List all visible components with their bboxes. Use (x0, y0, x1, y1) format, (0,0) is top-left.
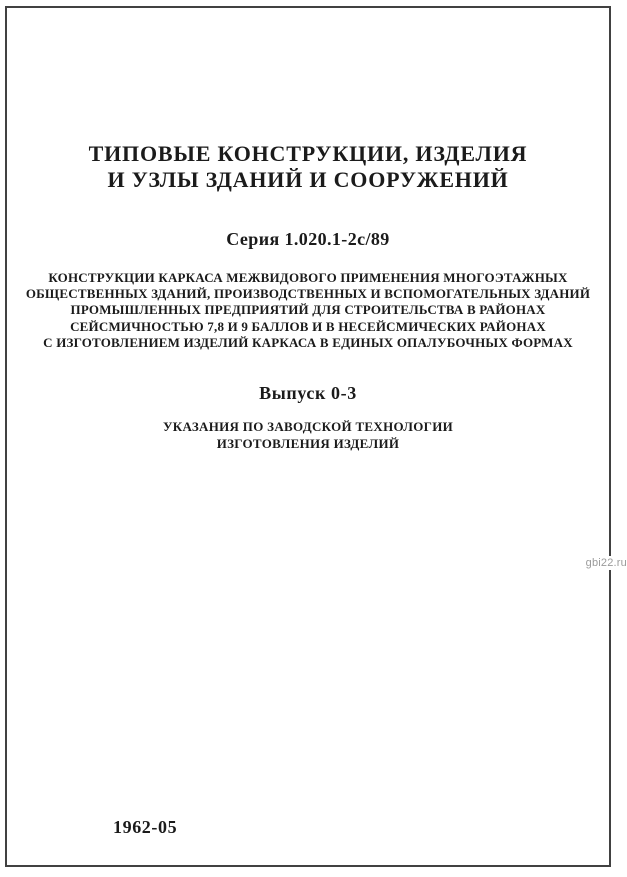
document-title (5, 141, 611, 193)
series-label: Серия 1.020.1-2с/89 (226, 229, 390, 249)
document-title-line-1: ТИПОВЫЕ КОНСТРУКЦИИ, ИЗДЕЛИЯ (88, 141, 528, 166)
document-number: 1962-05 (113, 817, 178, 837)
description-line-3: ПРОМЫШЛЕННЫХ ПРЕДПРИЯТИЙ ДЛЯ СТРОИТЕЛЬСТВА В РАЙОНАХ (70, 302, 546, 318)
subtitle-line-1: УКАЗАНИЯ ПО ЗАВОДСКОЙ ТЕХНОЛОГИИ (162, 419, 454, 434)
issue-label: Выпуск 0-3 (259, 383, 357, 403)
description-line-2: ОБЩЕСТВЕННЫХ ЗДАНИЙ, ПРОИЗВОДСТВЕННЫХ И ВСПОМОГАТЕЛЬНЫХ ЗДАНИЙ (25, 286, 591, 302)
description-paragraph (5, 270, 611, 351)
subtitle-line-2: ИЗГОТОВЛЕНИЯ ИЗДЕЛИЙ (216, 436, 400, 451)
subtitle (5, 418, 611, 452)
site-watermark: gbi22.ru (585, 557, 627, 569)
description-line-1: КОНСТРУКЦИИ КАРКАСА МЕЖВИДОВОГО ПРИМЕНЕНИЯ МНОГОЭТАЖНЫХ (48, 270, 568, 285)
description-line-5: С ИЗГОТОВЛЕНИЕМ ИЗДЕЛИЙ КАРКАСА В ЕДИНЫХ ОПАЛУБОЧНЫХ ФОРМАХ (43, 334, 573, 350)
description-line-4: СЕЙСМИЧНОСТЬЮ 7,8 И 9 БАЛЛОВ И В НЕСЕЙСМИЧЕСКИХ РАЙОНАХ (70, 318, 546, 334)
document-title-line-2: И УЗЛЫ ЗДАНИЙ И СООРУЖЕНИЙ (107, 167, 509, 192)
